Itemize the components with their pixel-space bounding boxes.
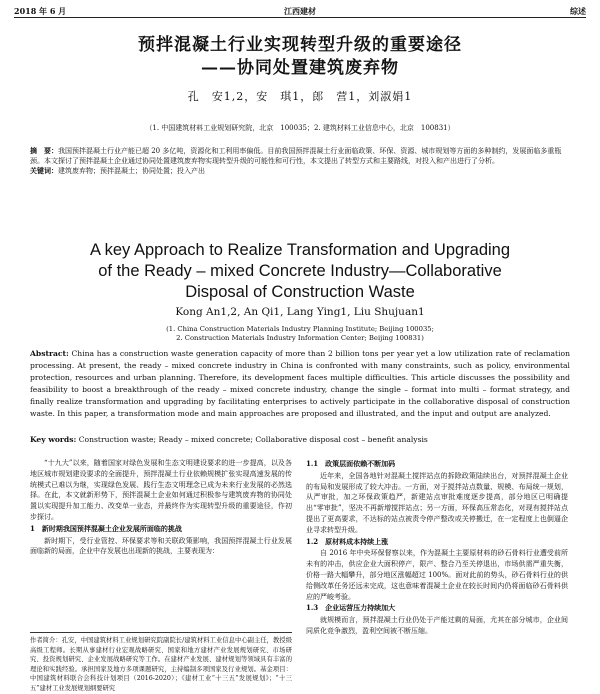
chinese-title [0, 34, 600, 80]
english-affiliation-1: (1. China Construction Materials Industry Planning Institute; Beijing 100035; [166, 325, 434, 333]
subsection-1-3-paragraph: 就规模而言，预拌混凝土行业仍处于产能过剩的局面，尤其在部分城市，企业间同质化竞争激烈，盈利空间被不断压缩。 [306, 616, 568, 635]
header-section: 综述 [570, 5, 586, 16]
header-journal: 江西建材 [284, 5, 316, 16]
chinese-abstract-label: 摘 要： [30, 146, 58, 155]
english-keywords-label: Key words: [30, 435, 77, 444]
running-header [14, 5, 586, 18]
subsection-heading-1-2: 1.2 原材料成本持续上涨 [306, 536, 389, 546]
subsection-heading-1-3: 1.3 企业运营压力持续加大 [306, 603, 396, 613]
english-affiliation [0, 325, 600, 343]
chinese-abstract [30, 146, 570, 176]
english-title-line1: A key Approach to Realize Transformation and Upgrading [89, 241, 511, 259]
english-keywords [30, 434, 570, 445]
section-1-paragraph: 新时期下，受行业管控、环保要求等和关联政策影响，我国预拌混凝土行业发展面临新的局面，企业中存发展也出现新的挑战，主要表现为： [30, 536, 292, 556]
english-keywords-text: Construction waste; Ready – mixed concrete; Collaborative disposal cost – benefit analysis [78, 435, 428, 444]
english-title-line3: Disposal of Construction Waste [185, 283, 415, 301]
intro-paragraph: “十九大”以来，随着国家对绿色发展和生态文明建设要求的进一步提高，以及各地区城市规划建设要求的全面提升，预拌混凝土行业依赖规模扩张实现高速发展的传统模式已难以为继，实现绿色发展、践行生态文明理念已成为未来行业发展的必然选择。在此，本文就新形势下，预拌混凝土企业如何通过积极参与建筑废弃物的协同处置以实现提升加工能力、改变单一业态，并最终作为实现转型升级的重要途径，作初步探讨。 [30, 459, 292, 521]
chinese-keywords-label: 关键词： [30, 166, 58, 175]
chinese-keywords-text: 建筑废弃物；预拌混凝土；协同处置；投入产出 [58, 167, 205, 175]
english-abstract-label: Abstract: [30, 349, 69, 358]
english-abstract [30, 348, 570, 421]
chinese-title-line1: 预拌混凝土行业实现转型升级的重要途径 [138, 35, 462, 55]
english-affiliation-2: 2. Construction Materials Industry Information Center; Beijing 100831) [176, 334, 424, 342]
subsection-1-1-paragraph: 近年来，全国各地针对混凝土搅拌站点的拆除政策陆续出台，对预拌混凝土企业的布局和发展形成了较大冲击。一方面，对于搅拌站点数量、规模、布局统一规划，从严审批，加之环保政策趋严，新建站点审批难度逐步提高，部分地区已明确提出“零审批”，坚决不再新增搅拌站点；另一方面，环保高压常态化，对现有搅拌站点提出了更高要求，不达标的站点被责令停产整改或关停搬迁，在一定程度上也倒逼企业寻求转型升级。 [306, 471, 568, 534]
subsection-1-2-paragraph: 自 2016 年中央环保督察以来，作为混凝土主要原材料的砂石骨料行业遭受前所未有的冲击，供应企业大面积停产，限产、整合乃至关停退出，市场供需严重失衡，价格一路大幅攀升，部分地区涨幅超过 100%。面对此前的势头，砂石骨料行业的供给侧改革任务还远未完成，这也意味着混凝土企业在较长时间内仍将面临砂石骨料供应的严峻考验。 [306, 549, 568, 601]
header-date: 2018 年 6 月 [14, 5, 67, 16]
subsection-heading-1-1: 1.1 政策层面依赖不断加码 [306, 459, 396, 468]
english-title [0, 240, 600, 303]
chinese-title-line2: ——协同处置建筑废弃物 [201, 58, 399, 78]
body-right-column [306, 458, 568, 637]
body-left-column [30, 458, 292, 557]
chinese-authors: 孔 安1,2，安 琪1，郎 营1，刘淑娟1 [187, 90, 413, 103]
english-title-line2: of the Ready – mixed Concrete Industry—Collaborative [98, 262, 502, 280]
english-authors: Kong An1,2, An Qi1, Lang Ying1, Liu Shujuan1 [175, 306, 425, 318]
section-heading-1: 1 新时期我国预拌混凝土企业发展所面临的挑战 [30, 523, 182, 533]
chinese-abstract-text: 我国预拌混凝土行业产能已超 20 多亿吨，资源化和工利用率偏低。目前我国预拌混凝土行业面临政策、环保、资源、城市规划等方面的多种制约，发展面临多重瓶颈。本文探讨了预拌混凝土企业通过协同处置建筑废弃物实现转型升级的可能性和可行性，本文提出了转型方式和主要路线，对投入和产出进行了分析。 [30, 147, 562, 165]
chinese-affiliation: （1. 中国建筑材料工业规划研究院，北京 100035；2. 建筑材料工业信息中心，北京 100831） [145, 124, 455, 132]
author-footnote: 作者简介：孔安，中国建筑材料工业规划研究院副院长/建筑材料工业信息中心副主任，教授级高级工程师。长期从事建材行业宏观战略研究、国家和地方建材产业发展规划研究、市场研究、投资规划研究、企业发展战略研究等工作。在建材产业发展、建材规划等领域具有丰富的理论和实践经验。承担国家及地方多项课题研究，主持编制多项国家及行业规划。基金项目：中国建筑材料联合会科技计划项目（2016-2020）；《建材工业“十三五”发展规划》；“十三五”建材工业发展规划纲要研究 [30, 632, 292, 694]
english-abstract-text: China has a construction waste generation capacity of more than 2 billion tons per year yet a low utilization rate of reclamation processing. At present, the ready – mixed concrete industry in China is confronted with many constraints, such as policy, environmental protection, resources and urban planning. Therefore, its development faces multiple difficulties. This article discusses the possibility and feasibility to boost a breakthrough of the ready – mixed concrete industry, change the single – format into multi – format strategy, and finally realize transformation and upgrading by facilitating enterprises to actively participate in the collaborative disposal of construction waste. In this paper, a transformation mode and main approaches are proposed and illustrated, and the input and output are analyzed. [30, 349, 570, 419]
